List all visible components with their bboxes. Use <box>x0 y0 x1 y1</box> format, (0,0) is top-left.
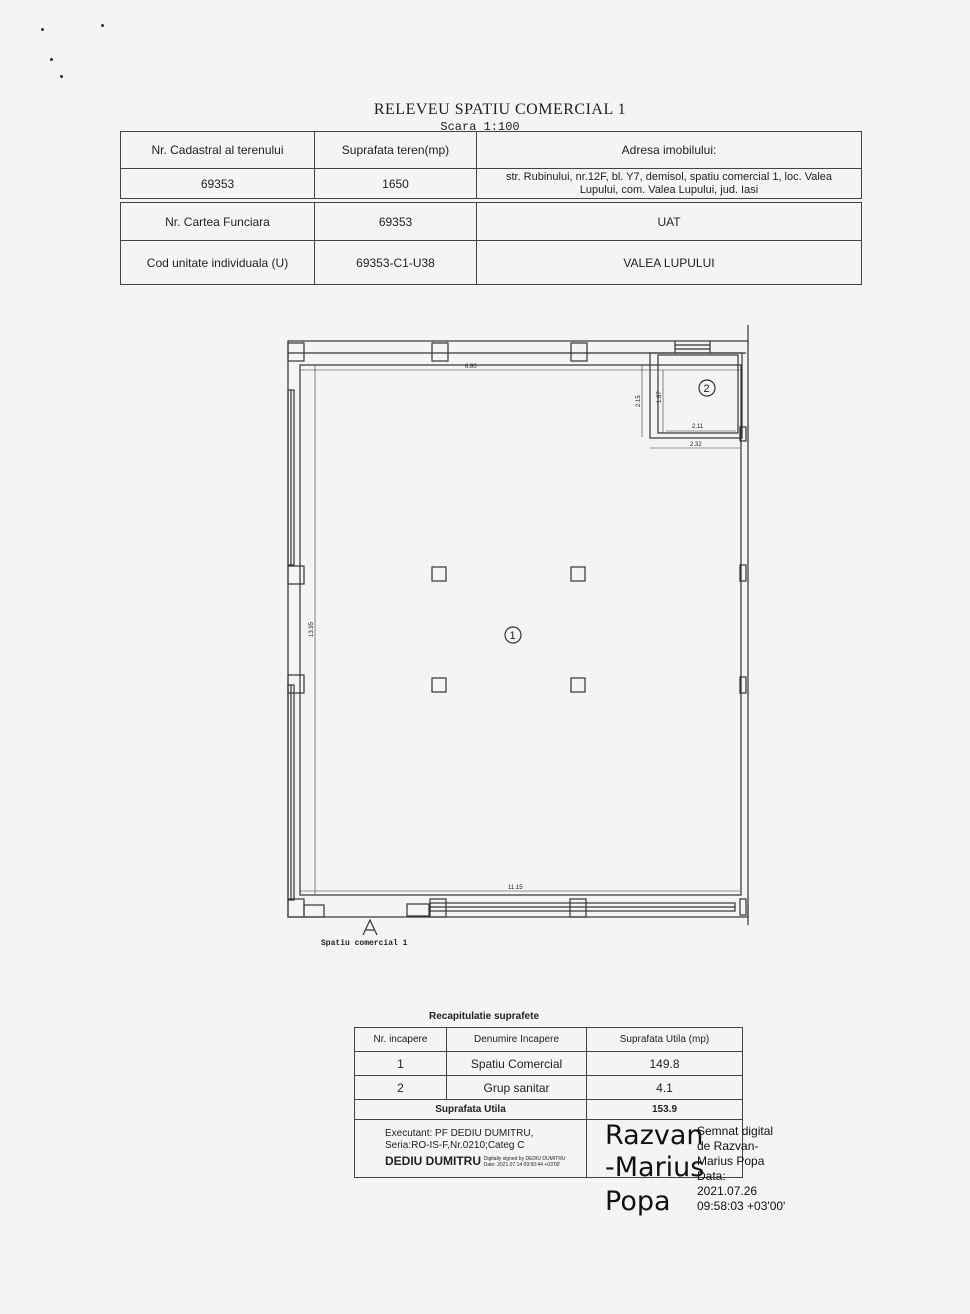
signature-name-2: -Marius <box>605 1152 705 1183</box>
cadastral-label: Nr. Cadastral al terenului <box>121 132 315 169</box>
row-name: Spatiu Comercial <box>447 1052 587 1076</box>
total-label: Suprafata Utila <box>355 1100 587 1120</box>
dim-wc-h1: 2.15 <box>636 395 642 407</box>
row-nr: 1 <box>355 1052 447 1076</box>
area-value: 1650 <box>315 169 477 199</box>
floor-plan <box>270 315 790 965</box>
address-label: Adresa imobilului: <box>477 132 862 169</box>
cf-value: 69353 <box>315 203 477 241</box>
table-row <box>355 1052 743 1076</box>
inner-wall <box>300 365 741 895</box>
land-table <box>120 202 862 285</box>
signature-name-1: Razvan <box>605 1120 704 1151</box>
wall-column <box>288 566 304 584</box>
signature-line-4: Data: <box>697 1169 726 1183</box>
entrance-arrow <box>363 920 377 935</box>
recap-title: Recapitulatie suprafete <box>428 1011 540 1022</box>
uat-label: UAT <box>477 203 862 241</box>
signature-line-2: de Razvan- <box>697 1139 759 1153</box>
dim-bottom: 11.15 <box>508 885 523 891</box>
wall-column <box>288 899 304 917</box>
wall-column <box>430 899 446 917</box>
col-name: Denumire Incapere <box>447 1028 587 1052</box>
wall-column <box>432 343 448 361</box>
row-area: 149.8 <box>587 1052 743 1076</box>
unit-value: 69353-C1-U38 <box>315 241 477 285</box>
scan-speck <box>101 24 104 27</box>
executant-cell <box>355 1120 587 1178</box>
document-title: RELEVEU SPATIU COMERCIAL 1 <box>373 101 627 118</box>
scan-speck <box>50 58 53 61</box>
signature-line-1: Semnat digital <box>697 1124 774 1138</box>
cf-label: Nr. Cartea Funciara <box>121 203 315 241</box>
total-value: 153.9 <box>587 1100 743 1120</box>
wall-column <box>570 899 586 917</box>
executant-line-2: Seria:RO-IS-F,Nr.0210;Categ C <box>385 1140 525 1151</box>
scan-speck <box>41 28 44 31</box>
wall-column <box>288 675 304 693</box>
address-value <box>477 169 862 199</box>
area-label: Suprafata teren(mp) <box>315 132 477 169</box>
interior-column <box>571 567 585 581</box>
scan-speck <box>60 75 63 78</box>
address-line-1: str. Rubinului, nr.12F, bl. Y7, demisol, spatiu comercial 1, loc. Valea <box>505 170 833 183</box>
col-nr: Nr. incapere <box>355 1028 447 1052</box>
row-name: Grup sanitar <box>447 1076 587 1100</box>
dim-top: 6.80 <box>465 364 477 370</box>
room-1-number: 1 <box>509 630 516 642</box>
table-row <box>355 1076 743 1100</box>
executant-digital-signature: Digitally signed by DEDIU DUMITRU Date: 2021.07.14 09:50:44 +03'00' <box>483 1156 566 1169</box>
signature-line-3: Marius Popa <box>697 1154 765 1168</box>
digital-signature-text <box>697 1124 785 1214</box>
signature-name-3: Popa <box>605 1186 671 1217</box>
dim-left: 13.95 <box>309 621 315 637</box>
dim-wc-w1: 2.11 <box>692 424 704 430</box>
wall-column <box>288 343 304 361</box>
wall-column <box>571 343 587 361</box>
address-line-2: Lupului, com. Valea Lupului, jud. Iasi <box>579 183 759 196</box>
scale-label: Scara 1:100 <box>440 120 520 134</box>
uat-value: VALEA LUPULUI <box>477 241 862 285</box>
signature-line-6: 09:58:03 +03'00' <box>697 1199 786 1213</box>
executant-line-1: Executant: PF DEDIU DUMITRU, <box>385 1128 534 1139</box>
executant-name: DEDIU DUMITRU <box>385 1154 481 1168</box>
unit-label: Cod unitate individuala (U) <box>121 241 315 285</box>
row-nr: 2 <box>355 1076 447 1100</box>
interior-column <box>571 678 585 692</box>
dim-wc-w2: 2.32 <box>690 442 702 448</box>
room-2-number: 2 <box>703 383 710 395</box>
row-area: 4.1 <box>587 1076 743 1100</box>
interior-column <box>432 678 446 692</box>
signature-line-5: 2021.07.26 <box>697 1184 758 1198</box>
interior-column <box>432 567 446 581</box>
entrance-label: Spatiu comercial 1 <box>321 939 408 948</box>
dim-wc-h2: 1.87 <box>657 391 663 403</box>
col-area: Suprafata Utila (mp) <box>587 1028 743 1052</box>
cadastral-value: 69353 <box>121 169 315 199</box>
property-table <box>120 131 862 199</box>
